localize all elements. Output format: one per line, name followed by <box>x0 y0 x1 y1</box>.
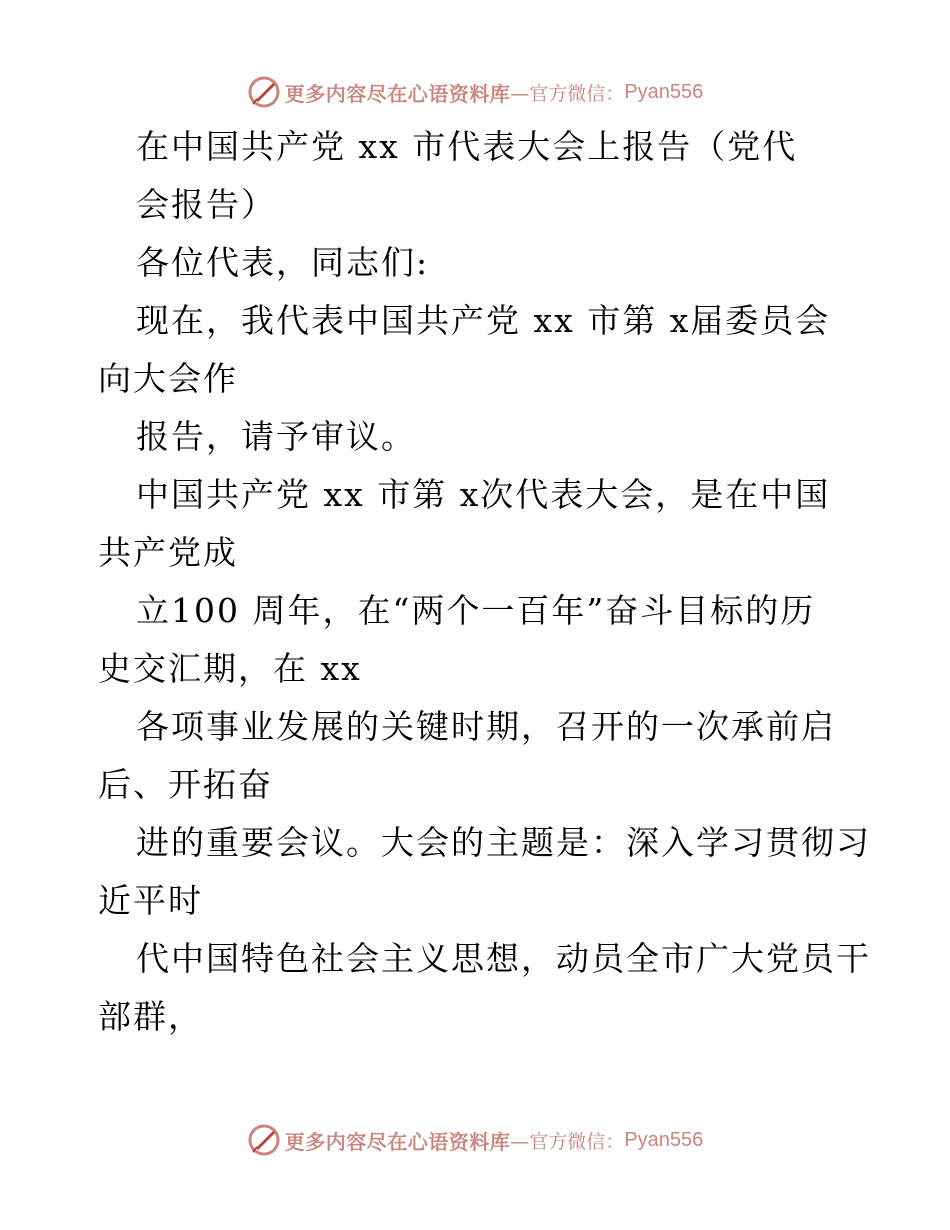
footer-watermark <box>0 1120 950 1160</box>
quill-logo-icon <box>247 75 281 109</box>
body-line: 进的重要会议。大会的主题是：深入学习贯彻习 <box>136 823 871 862</box>
body-line: 各位代表，同志们: <box>136 243 430 282</box>
body-line: 共产党成 <box>98 533 238 572</box>
watermark-official-text: —官方微信： <box>510 82 625 105</box>
body-line: 立100 周年，在“两个一百年”奋斗目标的历 <box>136 591 816 630</box>
watermark-official-text: —官方微信： <box>510 1130 625 1153</box>
header-watermark <box>0 72 950 112</box>
body-line: 在中国共产党 xx 市代表大会上报告（党代 <box>136 127 798 166</box>
body-line: 报告，请予审议。 <box>136 417 416 456</box>
body-line: 代中国特色社会主义思想，动员全市广大党员干 <box>136 939 871 978</box>
quill-logo-icon <box>247 1123 281 1157</box>
watermark-main-text: 更多内容尽在心语资料库 <box>284 81 511 106</box>
watermark-id-text: Pyan556 <box>624 1128 704 1151</box>
body-line: 各项事业发展的关键时期，召开的一次承前启 <box>136 707 836 746</box>
watermark-main-text: 更多内容尽在心语资料库 <box>284 1129 511 1154</box>
body-line: 后、开拓奋 <box>98 765 273 804</box>
body-line: 中国共产党 xx 市第 x次代表大会，是在中国 <box>136 475 831 514</box>
body-line: 部群， <box>98 997 203 1036</box>
body-line: 会报告） <box>136 185 276 224</box>
document-body <box>98 118 871 1046</box>
body-line: 史交汇期，在 xx <box>98 649 362 688</box>
body-line: 近平时 <box>98 881 203 920</box>
body-line: 向大会作 <box>98 359 238 398</box>
body-line: 现在，我代表中国共产党 xx 市第 x届委员会 <box>136 301 831 340</box>
watermark-id-text: Pyan556 <box>624 80 704 103</box>
